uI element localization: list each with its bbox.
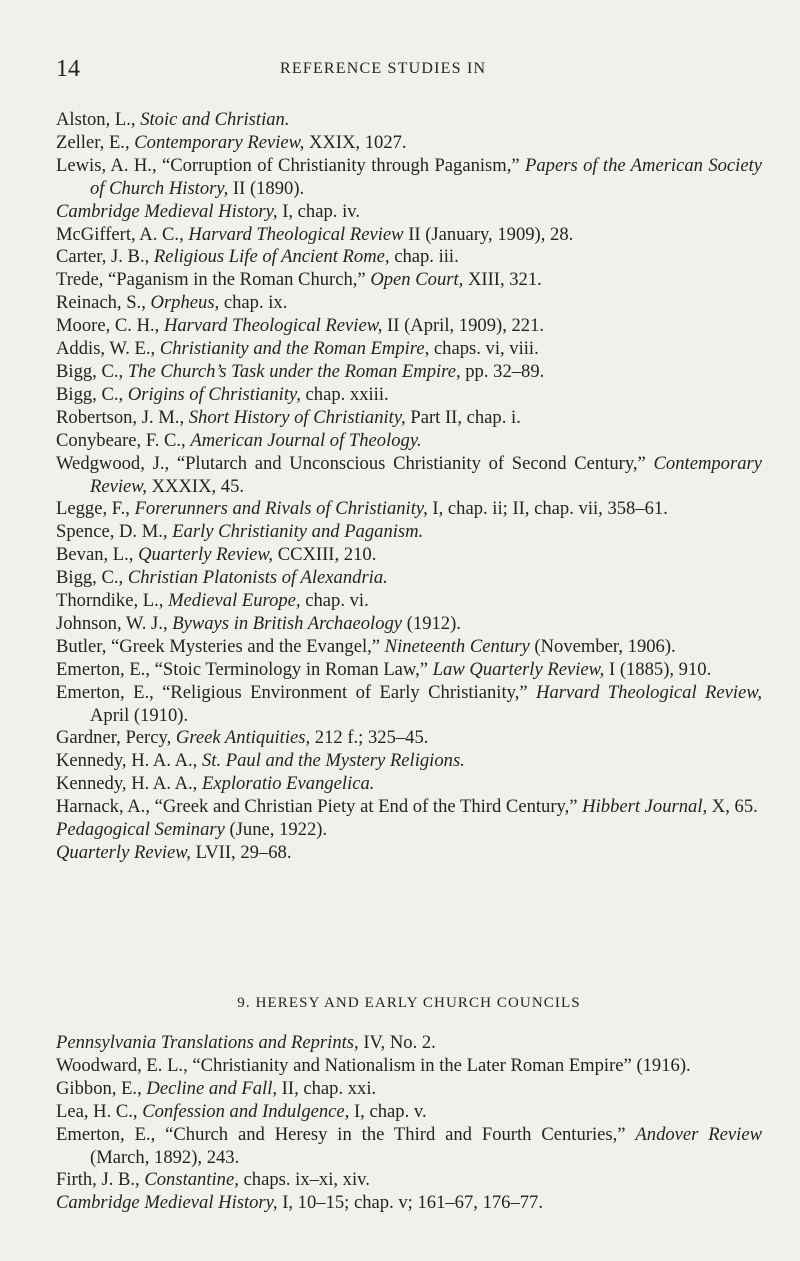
entry-details: 212 f.; 325–45.	[310, 727, 429, 749]
section-heading: 9. HERESY AND EARLY CHURCH COUNCILS	[237, 995, 581, 1011]
entry-title: Medieval Europe,	[168, 590, 301, 612]
entry-title: Christian Platonists of Alexandria.	[127, 567, 388, 589]
entry-title: Pennsylvania Translations and Reprints,	[56, 1032, 359, 1053]
entry-author-text: Gibbon, E.,	[56, 1077, 147, 1099]
entry-details: II (April, 1909), 221.	[382, 315, 545, 337]
entry-title: Byways in British Archaeology	[172, 612, 403, 634]
entry-author-text: Zeller, E.,	[56, 131, 135, 153]
entry-author-text: Lewis, A. H., “Corruption of Christianity through Paganism,”	[56, 154, 526, 176]
entry-title: Andover Review	[635, 1123, 762, 1145]
entry-details: LVII, 29–68.	[190, 842, 292, 863]
entry-title: The Church’s Task under the Roman Empire,	[127, 360, 461, 382]
bibliography-entry	[56, 1124, 762, 1170]
entry-details: II (1890).	[228, 177, 305, 199]
entry-author-text: McGiffert, A. C.,	[56, 223, 189, 245]
entry-details: I, chap. ii; II, chap. vii, 358–61.	[427, 498, 668, 520]
bibliography-entry	[56, 773, 762, 796]
entry-details: (November, 1906).	[529, 635, 676, 657]
entry-details: (June, 1922).	[224, 819, 328, 841]
bibliography-entry	[56, 1032, 762, 1055]
entry-author-text: Emerton, E., “Stoic Terminology in Roman Law,”	[56, 658, 433, 680]
bibliography-list	[56, 109, 762, 865]
bibliography-entry	[56, 224, 762, 247]
bibliography-entry	[56, 1101, 762, 1124]
entry-author-text: Woodward, E. L., “Christianity and Nationalism in the Later Roman Empire” (1916).	[56, 1054, 691, 1076]
bibliography-entry	[56, 292, 762, 315]
entry-details: chap. ix.	[219, 292, 288, 314]
entry-author-text: Johnson, W. J.,	[56, 612, 173, 634]
bibliography-entry	[56, 338, 762, 361]
entry-details: CCXIII, 210.	[273, 544, 377, 566]
entry-title: Quarterly Review,	[56, 842, 191, 863]
entry-author-text: Bigg, C.,	[56, 383, 128, 405]
entry-author-text: Harnack, A., “Greek and Christian Piety at End of the Third Century,”	[56, 796, 583, 818]
entry-details: IV, No. 2.	[358, 1032, 436, 1053]
entry-details: X, 65.	[707, 796, 758, 818]
entry-details: XXIX, 1027.	[304, 131, 407, 153]
bibliography-entry	[56, 269, 762, 292]
entry-title: Hibbert Journal,	[582, 796, 708, 818]
entry-details: (March, 1892), 243.	[90, 1146, 240, 1168]
entry-author-text: Thorndike, L.,	[56, 590, 169, 612]
bibliography-entry	[56, 682, 762, 728]
bibliography-entry	[56, 315, 762, 338]
entry-author-text: Carter, J. B.,	[56, 246, 154, 268]
bibliography-entry	[56, 750, 762, 773]
entry-author-text: Reinach, S.,	[56, 292, 151, 314]
bibliography-entry	[56, 201, 762, 224]
entry-title: Contemporary Review,	[134, 131, 305, 153]
entry-author-text: Trede, “Paganism in the Roman Church,”	[56, 269, 371, 291]
entry-title: Cambridge Medieval History,	[56, 1192, 278, 1214]
bibliography-entry	[56, 819, 762, 842]
bibliography-entry	[56, 727, 762, 750]
entry-title: Religious Life of Ancient Rome,	[153, 246, 390, 268]
entry-title: Christianity and the Roman Empire,	[159, 338, 430, 360]
entry-author-text: Butler, “Greek Mysteries and the Evangel,”	[56, 635, 385, 657]
bibliography-entry	[56, 796, 762, 819]
entry-title: Nineteenth Century	[384, 635, 530, 657]
entry-details: I, chap. iv.	[277, 200, 360, 222]
entry-author-text: Emerton, E., “Church and Heresy in the Third and Fourth Centuries,”	[56, 1123, 636, 1145]
entry-details: II (January, 1909), 28.	[403, 223, 574, 245]
entry-title: Cambridge Medieval History,	[56, 200, 278, 222]
entry-details: I (1885), 910.	[604, 658, 712, 680]
entry-title: Forerunners and Rivals of Christianity,	[134, 498, 428, 520]
bibliography-entry	[56, 132, 762, 155]
entry-title: Confession and Indulgence,	[142, 1100, 350, 1122]
entry-details: chaps. vi, viii.	[429, 338, 539, 360]
entry-details: chap. xxiii.	[300, 383, 389, 405]
entry-details: I, chap. v.	[349, 1100, 427, 1122]
bibliography-entry	[56, 155, 762, 201]
entry-author-text: Moore, C. H.,	[56, 315, 164, 337]
bibliography-list-heresy	[56, 1032, 762, 1215]
bibliography-entry	[56, 361, 762, 384]
entry-title: Open Court,	[370, 269, 464, 291]
entry-title: American Journal of Theology.	[190, 429, 422, 451]
entry-details: April (1910).	[90, 704, 189, 726]
bibliography-entry	[56, 246, 762, 269]
bibliography-entry	[56, 613, 762, 636]
entry-author-text: Kennedy, H. A. A.,	[56, 773, 202, 795]
running-head: REFERENCE STUDIES IN	[280, 60, 487, 77]
entry-title: Contemporary Review,	[90, 452, 762, 497]
entry-title: Law Quarterly Review,	[432, 658, 605, 680]
entry-title: St. Paul and the Mystery Religions.	[201, 750, 465, 772]
entry-author-text: Robertson, J. M.,	[56, 406, 189, 428]
entry-author-text: Bigg, C.,	[56, 567, 128, 589]
entry-details: Part II, chap. i.	[405, 406, 521, 428]
entry-details: chaps. ix–xi, xiv.	[238, 1169, 370, 1191]
bibliography-entry	[56, 407, 762, 430]
bibliography-entry	[56, 636, 762, 659]
entry-title: Orpheus,	[150, 292, 220, 314]
page-number: 14	[56, 56, 80, 82]
entry-author-text: Kennedy, H. A. A.,	[56, 750, 202, 772]
entry-author-text: Gardner, Percy,	[56, 727, 176, 749]
entry-title: Short History of Christianity,	[188, 406, 406, 428]
bibliography-entry	[56, 1078, 762, 1101]
entry-author-text: Firth, J. B.,	[56, 1169, 145, 1191]
entry-author-text: Bigg, C.,	[56, 360, 128, 382]
bibliography-entry	[56, 842, 762, 865]
bibliography-entry	[56, 1169, 762, 1192]
entry-title: Decline and Fall,	[146, 1077, 278, 1099]
entry-author-text: Emerton, E., “Religious Environment of Early Christianity,”	[56, 681, 537, 703]
entry-author-text: Spence, D. M.,	[56, 521, 173, 543]
entry-title: Quarterly Review,	[138, 544, 274, 566]
bibliography-entry	[56, 659, 762, 682]
bibliography-entry	[56, 109, 762, 132]
bibliography-entry	[56, 544, 762, 567]
entry-author-text: Wedgwood, J., “Plutarch and Unconscious Christianity of Second Century,”	[56, 452, 654, 474]
bibliography-entry	[56, 590, 762, 613]
entry-title: Harvard Theological Review	[188, 223, 404, 245]
entry-title: Exploratio Evangelica.	[201, 773, 375, 795]
entry-details: pp. 32–89.	[460, 360, 545, 382]
bibliography-entry	[56, 567, 762, 590]
entry-author-text: Legge, F.,	[56, 498, 135, 520]
bibliography-entry	[56, 1192, 762, 1215]
entry-author-text: Alston, L.,	[56, 109, 141, 130]
entry-title: Early Christianity and Paganism.	[172, 521, 424, 543]
entry-author-text: Bevan, L.,	[56, 544, 139, 566]
entry-title: Origins of Christianity,	[127, 383, 301, 405]
entry-author-text: Conybeare, F. C.,	[56, 429, 191, 451]
bibliography-entry	[56, 521, 762, 544]
bibliography-entry	[56, 453, 762, 499]
bibliography-entry	[56, 384, 762, 407]
entry-details: chap. vi.	[300, 590, 369, 612]
entry-title: Greek Antiquities,	[175, 727, 311, 749]
bibliography-entry	[56, 430, 762, 453]
entry-author-text: Lea, H. C.,	[56, 1100, 143, 1122]
entry-details: XXXIX, 45.	[146, 475, 245, 497]
entry-title: Papers of the American Society of Church History,	[90, 154, 762, 199]
entry-title: Constantine,	[144, 1169, 239, 1191]
bibliography-entry	[56, 498, 762, 521]
entry-title: Pedagogical Seminary	[56, 819, 225, 841]
entry-details: I, 10–15; chap. v; 161–67, 176–77.	[277, 1192, 543, 1214]
entry-details: chap. iii.	[389, 246, 459, 268]
entry-details: (1912).	[402, 612, 461, 634]
entry-details: XIII, 321.	[463, 269, 542, 291]
entry-title: Harvard Theological Review,	[163, 315, 383, 337]
entry-details: II, chap. xxi.	[277, 1077, 377, 1099]
bibliography-entry	[56, 1055, 762, 1078]
entry-title: Harvard Theological Review,	[536, 681, 762, 703]
entry-author-text: Addis, W. E.,	[56, 338, 160, 360]
entry-title: Stoic and Christian.	[140, 109, 290, 130]
